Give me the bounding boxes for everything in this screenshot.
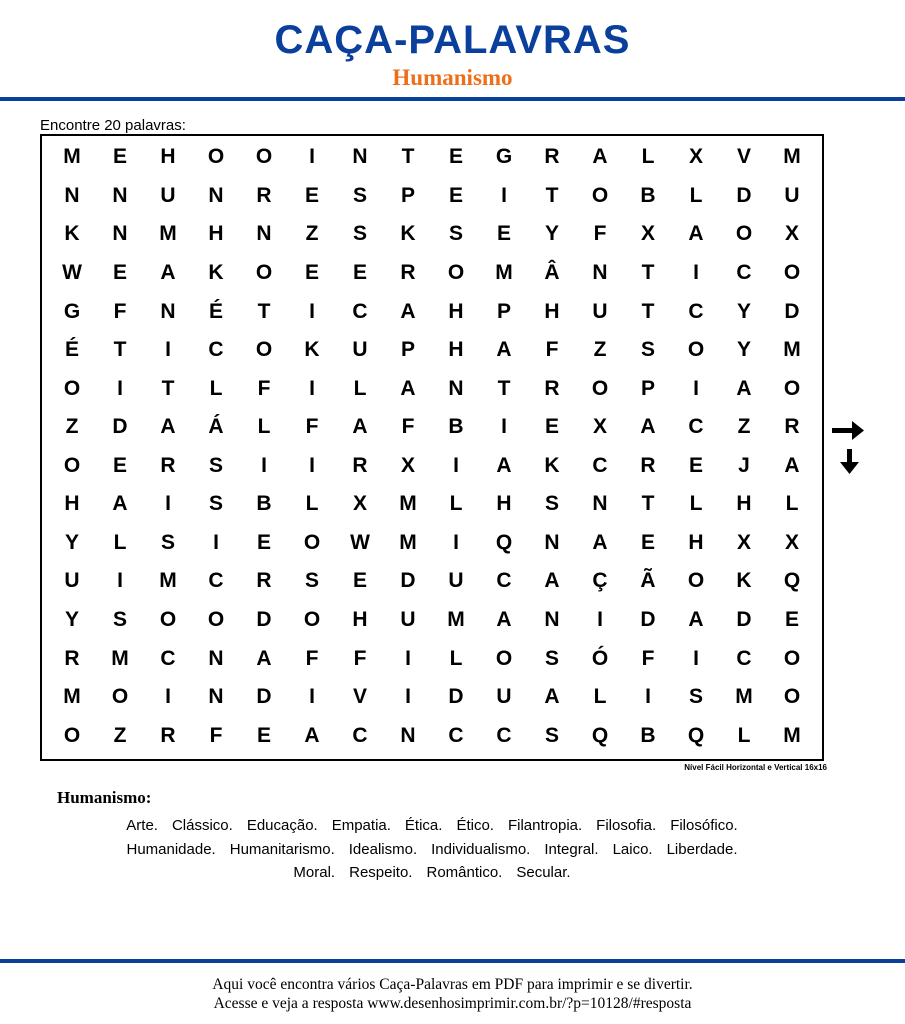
grid-letter: A: [544, 685, 560, 709]
grid-letter: D: [112, 415, 128, 439]
grid-letter: T: [257, 299, 271, 323]
grid-letter: N: [160, 299, 176, 323]
word-list-item: Filosofia.: [596, 817, 657, 834]
grid-letter: A: [304, 723, 320, 747]
word-list-item: Secular.: [516, 864, 571, 881]
grid-letter: Z: [593, 338, 607, 362]
grid-letter: É: [64, 338, 79, 362]
grid-letter: G: [63, 299, 81, 323]
grid-letter: R: [544, 145, 560, 169]
grid-letter: R: [256, 569, 272, 593]
word-list-item: Empatia.: [331, 817, 391, 834]
grid-letter: I: [309, 376, 315, 400]
grid-letter: I: [693, 646, 699, 670]
grid-letter: M: [159, 222, 177, 246]
grid-letter: P: [400, 338, 415, 362]
grid-letter: E: [496, 222, 511, 246]
grid-letter: S: [544, 492, 559, 516]
grid-letter: O: [783, 376, 801, 400]
word-list-line: [40, 838, 824, 862]
grid-letter: I: [261, 453, 267, 477]
grid-letter: A: [592, 530, 608, 554]
grid-letter: Â: [544, 260, 560, 284]
grid-letter: L: [257, 415, 271, 439]
grid-letter: C: [496, 569, 512, 593]
grid-letter: I: [693, 376, 699, 400]
grid-letter: M: [447, 608, 465, 632]
grid-letter: Z: [305, 222, 319, 246]
grid-letter: E: [304, 260, 319, 284]
grid-letter: H: [688, 530, 704, 554]
grid-letter: R: [352, 453, 368, 477]
word-search-grid: [40, 134, 824, 761]
grid-letter: I: [453, 453, 459, 477]
grid-letter: L: [641, 145, 655, 169]
grid-letter: X: [640, 222, 655, 246]
grid-letter: L: [449, 492, 463, 516]
grid-letter: I: [501, 183, 507, 207]
grid-letter: L: [113, 530, 127, 554]
grid-letter: L: [593, 685, 607, 709]
grid-letter: D: [736, 608, 752, 632]
grid-letter: N: [352, 145, 368, 169]
grid-letter: D: [400, 569, 416, 593]
grid-letter: I: [309, 685, 315, 709]
grid-letter: S: [208, 453, 223, 477]
grid-letter: E: [256, 530, 271, 554]
grid-letter: K: [544, 453, 560, 477]
grid-letter: Z: [65, 415, 79, 439]
grid-letter: A: [688, 608, 704, 632]
grid-letter: T: [497, 376, 511, 400]
grid-letter: M: [735, 685, 753, 709]
grid-letter: E: [640, 530, 655, 554]
grid-letter: L: [689, 183, 703, 207]
grid-letter: A: [112, 492, 128, 516]
grid-letter: K: [208, 260, 224, 284]
grid-letter: O: [303, 530, 321, 554]
grid-letter: S: [352, 222, 367, 246]
grid-letter: R: [400, 260, 416, 284]
grid-letter: H: [496, 492, 512, 516]
grid-letter: H: [736, 492, 752, 516]
grid-letter: V: [352, 685, 367, 709]
grid-letter: I: [453, 530, 459, 554]
grid-letter: K: [400, 222, 416, 246]
word-list-item: Ética.: [404, 817, 443, 834]
grid-letter: S: [688, 685, 703, 709]
word-list-item: Respeito.: [349, 864, 413, 881]
grid-letter: O: [495, 646, 513, 670]
grid-letter: C: [208, 338, 224, 362]
grid-letter: E: [112, 260, 127, 284]
grid-letter: E: [352, 260, 367, 284]
grid-letter: A: [592, 145, 608, 169]
grid-letter: P: [640, 376, 655, 400]
grid-letter: E: [544, 415, 559, 439]
grid-letter: F: [305, 646, 319, 670]
puzzle-instruction: Encontre 20 palavras:: [40, 117, 186, 134]
grid-letter: S: [544, 723, 559, 747]
grid-letter: R: [640, 453, 656, 477]
word-list-item: Laico.: [612, 840, 653, 858]
grid-letter: N: [64, 183, 80, 207]
grid-letter: H: [64, 492, 80, 516]
grid-letter: B: [448, 415, 464, 439]
grid-letter: N: [208, 183, 224, 207]
grid-letter: R: [256, 183, 272, 207]
grid-letter: S: [448, 222, 463, 246]
grid-letter: L: [449, 646, 463, 670]
grid-letter: Ó: [591, 646, 609, 670]
grid-letter: N: [112, 222, 128, 246]
grid-letter: Y: [544, 222, 559, 246]
grid-letter: L: [737, 723, 751, 747]
grid-letter: M: [783, 145, 801, 169]
grid-letter: B: [640, 183, 656, 207]
grid-letter: E: [304, 183, 319, 207]
grid-letter: Y: [64, 608, 79, 632]
grid-letter: O: [63, 453, 81, 477]
grid-letter: O: [255, 260, 273, 284]
grid-letter: S: [352, 183, 367, 207]
grid-letter: Ã: [640, 569, 656, 593]
grid-letter: R: [160, 723, 176, 747]
grid-letter: A: [160, 415, 176, 439]
grid-letter: A: [544, 569, 560, 593]
grid-letter: A: [400, 376, 416, 400]
grid-letter: I: [117, 569, 123, 593]
grid-letter: R: [160, 453, 176, 477]
grid-letter: T: [161, 376, 175, 400]
grid-letter: H: [160, 145, 176, 169]
grid-letter: L: [785, 492, 799, 516]
word-list-item: Clássico.: [171, 817, 233, 834]
grid-letter: A: [496, 608, 512, 632]
grid-letter: A: [784, 453, 800, 477]
grid-letter: D: [256, 608, 272, 632]
grid-letter: H: [448, 338, 464, 362]
grid-letter: C: [352, 299, 368, 323]
arrow-down-icon: [840, 449, 859, 474]
grid-letter: O: [783, 260, 801, 284]
grid-letter: C: [592, 453, 608, 477]
top-divider: [0, 97, 905, 101]
grid-letter: W: [62, 260, 82, 284]
page-subtitle: Humanismo: [392, 65, 513, 90]
grid-letter: O: [111, 685, 129, 709]
grid-letter: I: [165, 685, 171, 709]
grid-letter: O: [207, 608, 225, 632]
grid-letter: G: [495, 145, 513, 169]
grid-letter: E: [112, 145, 127, 169]
grid-letter: N: [112, 183, 128, 207]
word-list-item: Individualismo.: [431, 840, 531, 858]
grid-letter: D: [640, 608, 656, 632]
word-list-item: Humanitarismo.: [229, 840, 335, 858]
grid-letter: U: [496, 685, 512, 709]
grid-letter: S: [112, 608, 127, 632]
grid-letter: F: [209, 723, 223, 747]
grid-letter: P: [496, 299, 511, 323]
grid-letter: X: [784, 530, 799, 554]
grid-letter: N: [592, 260, 608, 284]
grid-letter: H: [352, 608, 368, 632]
grid-letter: H: [544, 299, 560, 323]
grid-letter: C: [160, 646, 176, 670]
word-list-heading: Humanismo:: [57, 788, 152, 807]
grid-letter: I: [645, 685, 651, 709]
grid-letter: C: [688, 299, 704, 323]
grid-letter: F: [401, 415, 415, 439]
grid-letter: I: [213, 530, 219, 554]
grid-letter: E: [352, 569, 367, 593]
grid-letter: I: [693, 260, 699, 284]
grid-letter: Y: [736, 338, 751, 362]
grid-letter: N: [208, 646, 224, 670]
grid-letter: F: [353, 646, 367, 670]
grid-letter: X: [400, 453, 415, 477]
word-list-item: Arte.: [126, 817, 158, 834]
word-list-item: Idealismo.: [348, 840, 418, 858]
grid-letter: M: [159, 569, 177, 593]
grid-letter: N: [592, 492, 608, 516]
grid-letter: T: [641, 299, 655, 323]
grid-letter: M: [783, 338, 801, 362]
grid-letter: O: [255, 145, 273, 169]
grid-letter: M: [399, 530, 417, 554]
grid-letter: X: [688, 145, 703, 169]
grid-letter: F: [113, 299, 127, 323]
grid-letter: I: [309, 299, 315, 323]
grid-letter: S: [544, 646, 559, 670]
grid-letter: O: [303, 608, 321, 632]
grid-letter: X: [352, 492, 367, 516]
grid-letter: O: [207, 145, 225, 169]
grid-letter: L: [305, 492, 319, 516]
grid-letter: C: [496, 723, 512, 747]
footer-line-2: Acesse e veja a resposta www.desenhosimprimir.com.br/?p=10128/#resposta: [213, 995, 692, 1012]
grid-letter: A: [688, 222, 704, 246]
grid-letter: N: [400, 723, 416, 747]
level-note: Nível Fácil Horizontal e Vertical 16x16: [684, 763, 827, 772]
grid-letter: F: [257, 376, 271, 400]
word-list-item: Filantropia.: [507, 817, 583, 834]
grid-letter: O: [63, 723, 81, 747]
grid-letter: E: [256, 723, 271, 747]
grid-letter: U: [784, 183, 800, 207]
grid-letter: X: [592, 415, 607, 439]
grid-letter: P: [400, 183, 415, 207]
grid-letter: Y: [64, 530, 79, 554]
grid-letter: O: [447, 260, 465, 284]
grid-letter: Q: [687, 723, 705, 747]
footer-line-1: Aqui você encontra vários Caça-Palavras em PDF para imprimir e se divertir.: [212, 976, 693, 993]
grid-letter: S: [208, 492, 223, 516]
grid-letter: T: [641, 492, 655, 516]
page-title: CAÇA-PALAVRAS: [274, 18, 631, 62]
grid-letter: I: [405, 685, 411, 709]
grid-letter: K: [736, 569, 752, 593]
grid-letter: I: [597, 608, 603, 632]
grid-letter: C: [736, 646, 752, 670]
grid-letter: B: [256, 492, 272, 516]
grid-letter: V: [736, 145, 751, 169]
grid-letter: S: [160, 530, 175, 554]
arrow-right-icon: [832, 421, 864, 440]
word-list-item: Moral.: [293, 864, 336, 881]
grid-letter: Z: [737, 415, 751, 439]
grid-letter: I: [309, 145, 315, 169]
grid-letter: M: [63, 685, 81, 709]
grid-letter: A: [496, 338, 512, 362]
word-list-item: Liberdade.: [666, 840, 738, 858]
grid-letter: A: [640, 415, 656, 439]
grid-letter: N: [544, 608, 560, 632]
grid-letter: H: [448, 299, 464, 323]
grid-letter: K: [64, 222, 80, 246]
grid-letter: N: [448, 376, 464, 400]
grid-letter: L: [689, 492, 703, 516]
grid-letter: M: [399, 492, 417, 516]
grid-letter: C: [688, 415, 704, 439]
grid-letter: N: [256, 222, 272, 246]
grid-letter: I: [165, 492, 171, 516]
grid-letter: R: [64, 646, 80, 670]
grid-letter: U: [64, 569, 80, 593]
word-list-line: [40, 861, 824, 885]
grid-letter: D: [448, 685, 464, 709]
grid-letter: E: [784, 608, 799, 632]
grid-letter: Ç: [592, 569, 608, 593]
grid-letter: O: [591, 183, 609, 207]
grid-letter: S: [640, 338, 655, 362]
grid-letter: I: [405, 646, 411, 670]
grid-letter: I: [165, 338, 171, 362]
word-list: [40, 814, 824, 885]
word-list-line: [40, 814, 824, 838]
grid-letter: M: [783, 723, 801, 747]
grid-letter: W: [350, 530, 370, 554]
grid-letter: B: [640, 723, 656, 747]
grid-letter: C: [736, 260, 752, 284]
grid-letter: O: [687, 569, 705, 593]
grid-letter: I: [501, 415, 507, 439]
grid-letter: E: [448, 183, 463, 207]
grid-letter: A: [352, 415, 368, 439]
grid-letter: E: [448, 145, 463, 169]
grid-letter: O: [687, 338, 705, 362]
grid-letter: R: [784, 415, 800, 439]
grid-letter: O: [735, 222, 753, 246]
grid-letter: O: [159, 608, 177, 632]
grid-letter: E: [688, 453, 703, 477]
grid-letter: M: [495, 260, 513, 284]
word-list-item: Integral.: [544, 840, 599, 858]
grid-letter: T: [113, 338, 127, 362]
grid-letter: I: [117, 376, 123, 400]
grid-letter: A: [160, 260, 176, 284]
grid-letter: O: [783, 646, 801, 670]
grid-letter: D: [256, 685, 272, 709]
direction-icons: [830, 418, 866, 476]
grid-letter: Q: [495, 530, 513, 554]
grid-letter: U: [352, 338, 368, 362]
grid-letter: C: [352, 723, 368, 747]
grid-letter: Á: [208, 415, 224, 439]
grid-letter: J: [738, 453, 750, 477]
grid-letter: T: [401, 145, 415, 169]
grid-letter: O: [255, 338, 273, 362]
grid-letter: T: [641, 260, 655, 284]
grid-letter: É: [208, 299, 223, 323]
word-list-item: Educação.: [246, 817, 318, 834]
grid-letter: N: [544, 530, 560, 554]
word-list-item: Romântico.: [426, 864, 503, 881]
grid-letter: L: [209, 376, 223, 400]
grid-letter: O: [591, 376, 609, 400]
grid-letter: A: [256, 646, 272, 670]
grid-letter: A: [736, 376, 752, 400]
grid-letter: E: [112, 453, 127, 477]
grid-letter: Q: [591, 723, 609, 747]
grid-letter: U: [400, 608, 416, 632]
grid-letter: O: [63, 376, 81, 400]
grid-letter: U: [160, 183, 176, 207]
grid-letter: R: [544, 376, 560, 400]
grid-letter: F: [545, 338, 559, 362]
grid-letter: M: [63, 145, 81, 169]
grid-letter: F: [305, 415, 319, 439]
grid-letter: Q: [783, 569, 801, 593]
grid-letter: A: [496, 453, 512, 477]
grid-letter: D: [784, 299, 800, 323]
bottom-divider: [0, 959, 905, 963]
grid-letter: S: [304, 569, 319, 593]
word-list-item: Ético.: [456, 817, 494, 834]
grid-letter: Z: [113, 723, 127, 747]
grid-letter: D: [736, 183, 752, 207]
grid-letter: O: [783, 685, 801, 709]
grid-letter: U: [592, 299, 608, 323]
grid-letter: X: [784, 222, 799, 246]
grid-letter: C: [448, 723, 464, 747]
grid-letter: H: [208, 222, 224, 246]
word-list-item: Filosófico.: [670, 817, 738, 834]
grid-letter: K: [304, 338, 320, 362]
grid-letter: M: [111, 646, 129, 670]
grid-letter: L: [353, 376, 367, 400]
grid-letter: N: [208, 685, 224, 709]
footer: [0, 975, 905, 1013]
grid-letter: F: [593, 222, 607, 246]
grid-letter: U: [448, 569, 464, 593]
word-list-item: Humanidade.: [126, 840, 216, 858]
grid-letter: T: [545, 183, 559, 207]
grid-letter: F: [641, 646, 655, 670]
grid-letter: A: [400, 299, 416, 323]
grid-letter: Y: [736, 299, 751, 323]
grid-letter: C: [208, 569, 224, 593]
grid-letter: I: [309, 453, 315, 477]
grid-letter: X: [736, 530, 751, 554]
